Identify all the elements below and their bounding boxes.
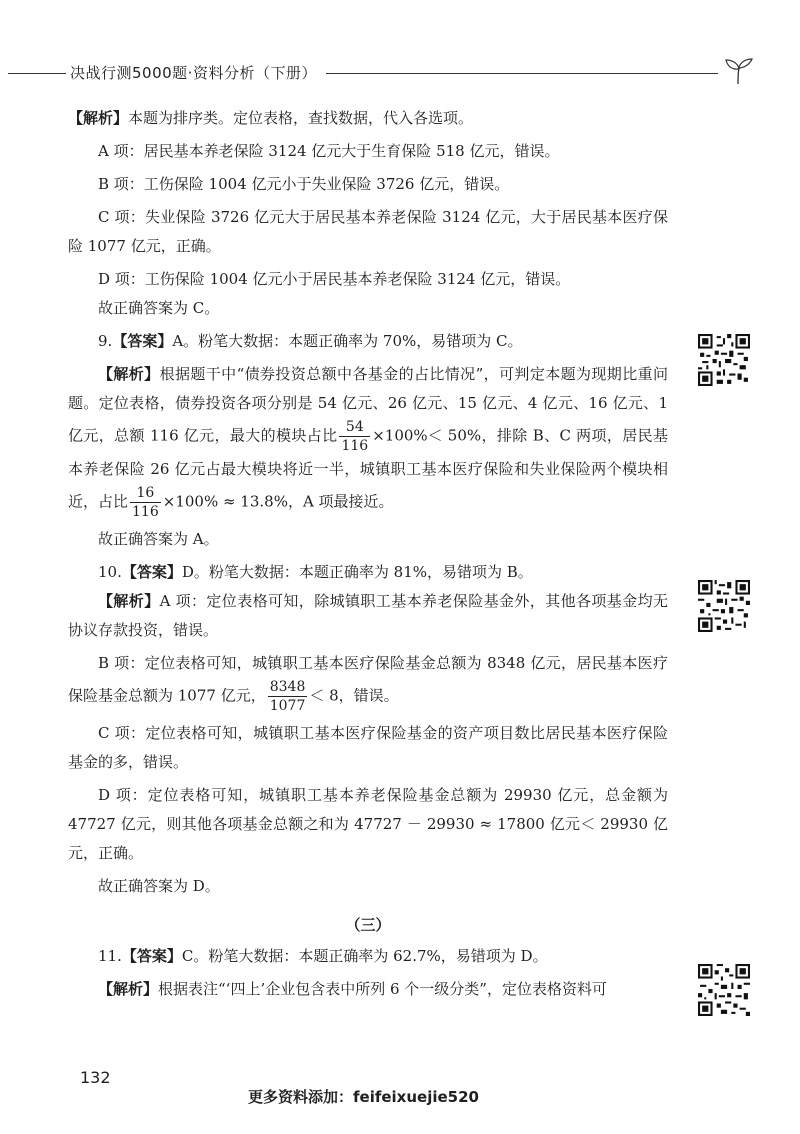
book-title: 决战行测5000题·资料分析（下册） — [70, 64, 317, 82]
fraction-16-116: $\frac{16}{116}$ — [132, 485, 159, 520]
q11-analysis: 【解析】根据表注“‘四上’企业包含表中所列 6 个一级分类”，定位表格资料可 — [98, 980, 607, 998]
header-rule-left — [8, 73, 66, 74]
sprout-icon — [722, 56, 756, 86]
q10-option-b: B 项：定位表格可知，城镇职工基本医疗保险基金总额为 8348 亿元，居民基本医疗保险基金总额为 1077 亿元， $\frac{8348}{1077}$ ＜ 8，错误。 — [68, 654, 668, 714]
page-number: 132 — [80, 1068, 111, 1087]
analysis-label: 【解析】 — [68, 109, 129, 127]
header-rule-right — [326, 73, 718, 74]
q10-option-a: 【解析】A 项：定位表格可知，除城镇职工基本养老保险基金外，其他各项基金均无协议存款投资，错误。 — [68, 592, 668, 639]
q8-option-d: D 项：工伤保险 1004 亿元小于居民基本养老保险 3124 亿元，错误。 — [98, 270, 571, 288]
q10-answer: 10.【答案】D。粉笔大数据：本题正确率为 81%，易错项为 B。 — [98, 563, 533, 581]
section-heading: （三） — [345, 916, 391, 934]
q8-option-c: C 项：失业保险 3726 亿元大于居民基本养老保险 3124 亿元，大于居民基本医疗保险 1077 亿元，正确。 — [68, 208, 668, 255]
q10-option-c: C 项：定位表格可知，城镇职工基本医疗保险基金的资产项目数比居民基本医疗保险基金的多，错误。 — [68, 724, 668, 771]
q8-option-a: A 项：居民基本养老保险 3124 亿元大于生育保险 518 亿元，错误。 — [98, 142, 560, 160]
q8-analysis: 【解析】本题为排序类。定位表格，查找数据，代入各选项。 — [68, 109, 474, 127]
q9-conclusion: 故正确答案为 A。 — [98, 530, 219, 548]
running-header — [0, 56, 800, 90]
q8-conclusion: 故正确答案为 C。 — [98, 299, 220, 317]
q10-option-d: D 项：定位表格可知，城镇职工基本养老保险基金总额为 29930 亿元，总金额为 47727 亿元，则其他各项基金总额之和为 47727 － 29930 ≈ 17800 亿元＜ 29930 亿元，正确。 — [68, 786, 668, 862]
qr-code-q11[interactable] — [698, 964, 750, 1016]
fraction-8348-1077: $\frac{8348}{1077}$ — [269, 679, 306, 714]
qr-code-q10[interactable] — [698, 580, 750, 632]
q9-analysis: 【解析】根据题干中“债券投资总额中各基金的占比情况”，可判定本题为现期比重问题。定位表格，债券投资各项分别是 54 亿元、26 亿元、15 亿元、4 亿元、16 亿元、1 亿元，总额 116 亿元，最大的模块占比 $\frac{54}{116}$ ×100%＜ 50%，排除 B、C 两项，居民基本养老保险 26 亿元占最大模块将近一半，城镇职工基本医疗保险和失业保险两个模块相近，占比 $\frac{16}{116}$ ×100% ≈ 13.8%，A 项最接近。 — [68, 365, 668, 520]
page-body — [68, 104, 668, 1004]
q11-answer: 11.【答案】C。粉笔大数据：本题正确率为 62.7%，易错项为 D。 — [98, 947, 548, 965]
fraction-54-116: $\frac{54}{116}$ — [341, 419, 369, 454]
qr-code-q9[interactable] — [698, 334, 750, 386]
footer-note: 更多资料添加：feifeixuejie520 — [248, 1088, 479, 1106]
q9-answer: 9.【答案】A。粉笔大数据：本题正确率为 70%，易错项为 C。 — [98, 332, 523, 350]
q10-conclusion: 故正确答案为 D。 — [98, 877, 220, 895]
q8-option-b: B 项：工伤保险 1004 亿元小于失业保险 3726 亿元，错误。 — [98, 175, 510, 193]
